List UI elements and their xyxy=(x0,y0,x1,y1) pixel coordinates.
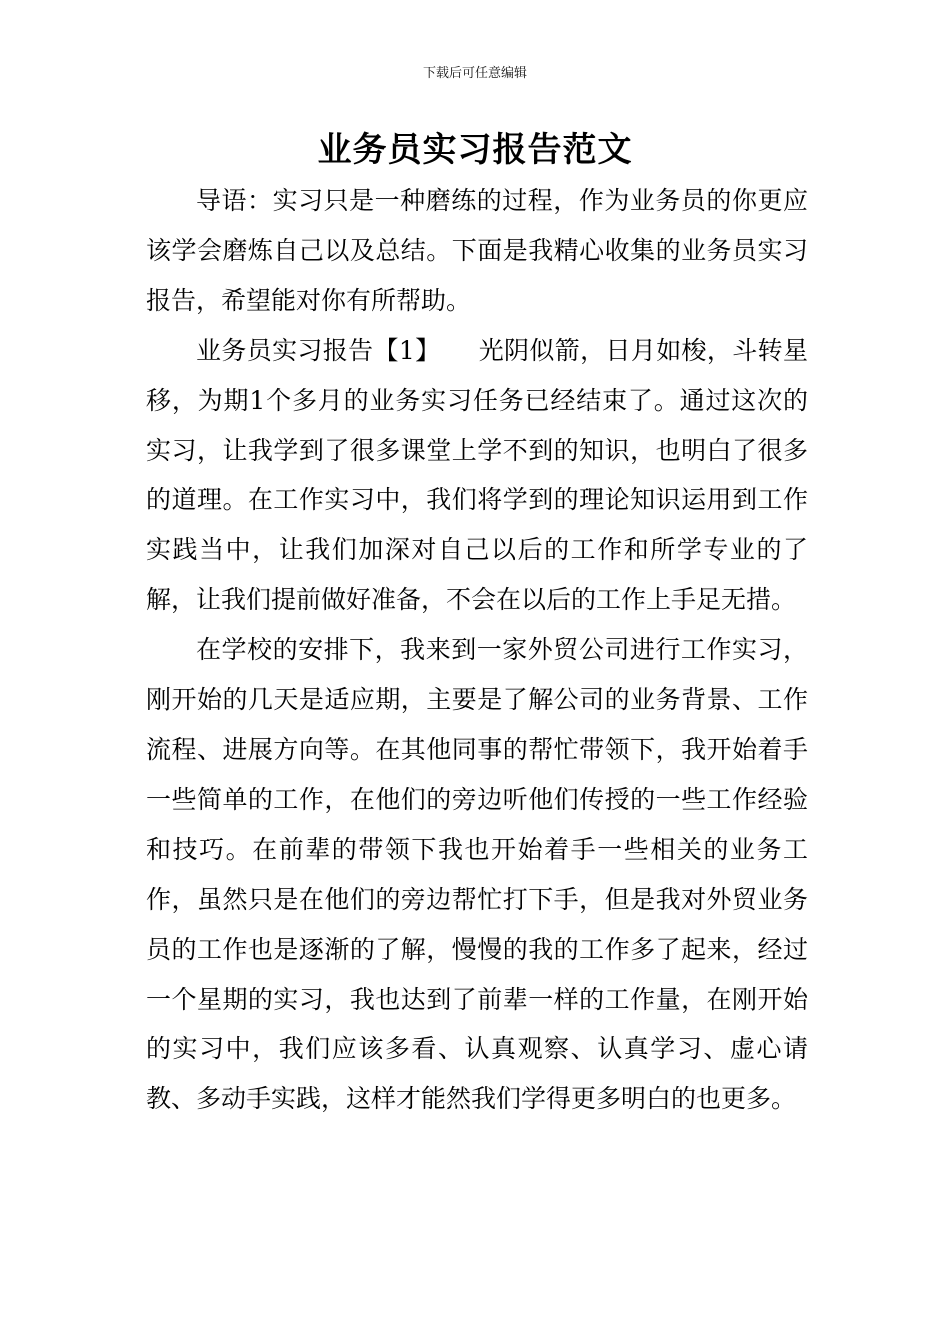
paragraph-internship: 在学校的安排下，我来到一家外贸公司进行工作实习，刚开始的几天是适应期，主要是了解公司的业务背景、工作流程、进展方向等。在其他同事的帮忙带领下，我开始着手一些简单的工作，在他们的旁边听他们传授的一些工作经验和技巧。在前辈的带领下我也开始着手一些相关的业务工作，虽然只是在他们的旁边帮忙打下手，但是我对外贸业务员的工作也是逐渐的了解，慢慢的我的工作多了起来，经过一个星期的实习，我也达到了前辈一样的工作量，在刚开始的实习中，我们应该多看、认真观察、认真学习、虚心请教、多动手实践，这样才能然我们学得更多明白的也更多。 xyxy=(146,635,808,1114)
paragraph-intro: 导语：实习只是一种磨练的过程，作为业务员的你更应该学会磨炼自己以及总结。下面是我精心收集的业务员实习报告，希望能对你有所帮助。 xyxy=(146,186,808,315)
document-title: 业务员实习报告范文 xyxy=(317,130,633,170)
document-body xyxy=(146,176,808,1124)
paragraph-report-1: 业务员实习报告【1】 光阴似箭，日月如梭，斗转星移，为期1个多月的业务实习任务已经结束了。通过这次的实习，让我学到了很多课堂上学不到的知识，也明白了很多的道理。在工作实习中，我们将学到的理论知识运用到工作实践当中，让我们加深对自己以后的工作和所学专业的了解，让我们提前做好准备，不会在以后的工作上手足无措。 xyxy=(146,335,808,615)
page-header-note: 下载后可任意编辑 xyxy=(422,66,527,81)
